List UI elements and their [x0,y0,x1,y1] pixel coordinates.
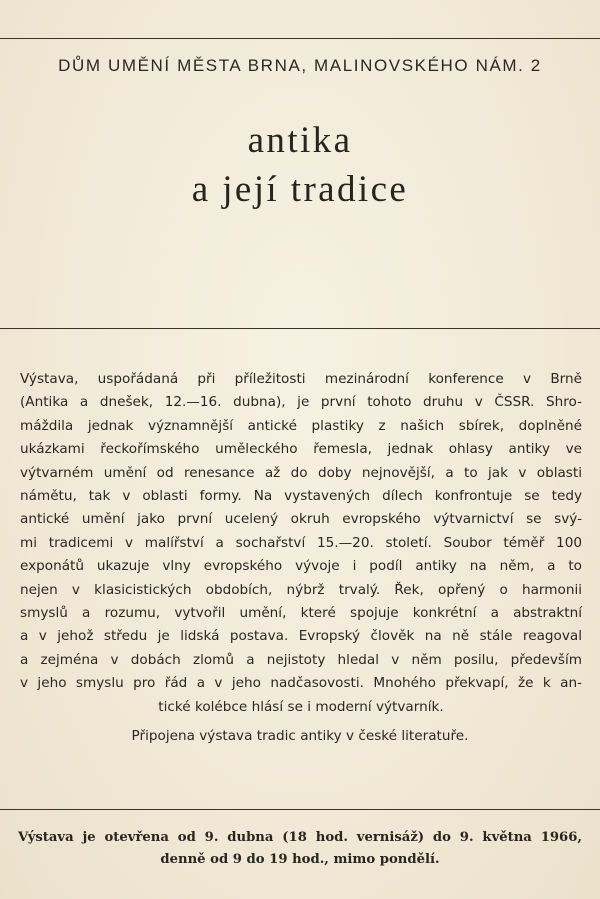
description-line: nejen v klasicistických obdobích, nýbrž trvalý. Řek, opřený o harmonii [20,581,582,598]
top-divider [0,38,600,39]
description-line: exponátů ukazuje vlny evropského vývoje i podíl antiky na něm, a to [20,558,582,575]
exhibition-title [0,116,600,214]
description-line: antické umění jako první ucelený okruh evropského výtvarnictví se svý- [20,511,582,528]
description-line: smyslů a rozumu, vytvořil umění, které spojuje konkrétní a abstraktní [20,605,582,622]
description-line: ukázkami řeckořímského uměleckého řemesla, jednak ohlasy antiky ve [20,441,582,458]
description-line: mi tradicemi v malířství a sochařství 15.—20. století. Soubor téměř 100 [20,534,582,551]
description-line: Výstava, uspořádaná při příležitosti mezinárodní konference v Brně [20,371,582,387]
opening-hours [18,827,582,871]
description-line: námětu, tak v oblasti formy. Na vystavených dílech konfrontuje se tedy [20,488,582,505]
middle-divider [0,328,600,329]
opening-dates-line: Výstava je otevřena od 9. dubna (18 hod. vernisáž) do 9. května 1966, [18,830,582,845]
description-line: tické kolébce hlásí se i moderní výtvarník. [158,698,444,715]
description-line: (Antika a dnešek, 12.—16. dubna), je první tohoto druhu v ČSSR. Shro- [20,394,582,411]
exhibition-description [20,368,582,719]
appendix-note: Připojena výstava tradic antiky v české literatuře. [131,728,469,744]
title-line-2: a její tradice [191,169,409,210]
bottom-divider [0,809,600,810]
description-line: a v jehož středu je lidská postava. Evropský člověk na ně stále reagoval [20,628,582,645]
description-line: v jeho smyslu pro řád a v jeho nadčasovosti. Mnohého překvapí, že k an- [20,675,582,692]
title-line-1: antika [247,120,353,161]
description-line: a zejména v dobách zlomů a nejistoty hledal v něm posilu, především [20,651,582,668]
description-line: máždila jednak významnější antické plastiky z našich sbírek, doplněné [20,417,582,434]
description-line: výtvarném umění od renesance až do doby nejnovější, a to jak v oblasti [20,464,582,481]
venue-heading: DŮM UMĚNÍ MĚSTA BRNA, MALINOVSKÉHO NÁM. 2 [58,56,542,75]
opening-hours-line: denně od 9 do 19 hod., mimo pondělí. [160,852,440,867]
